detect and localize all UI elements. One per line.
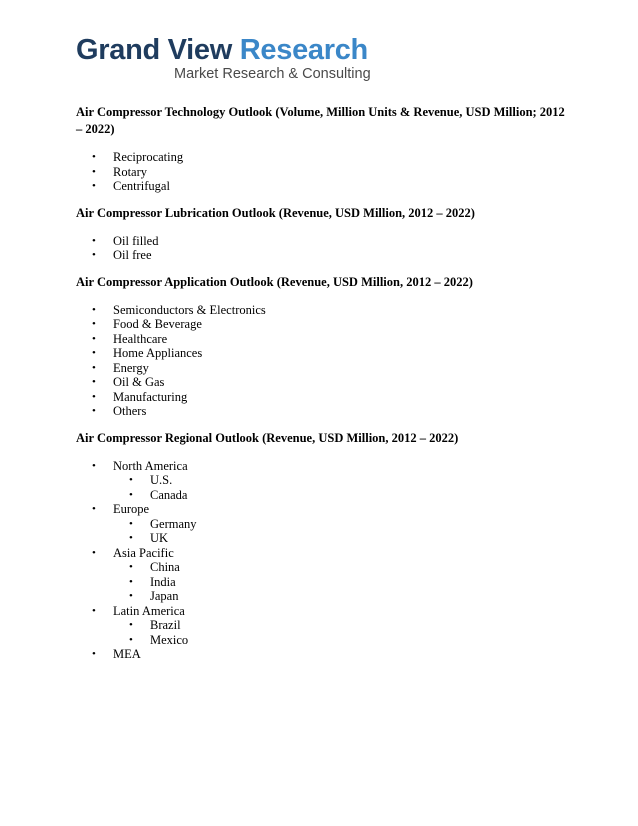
region-item [76,546,566,604]
company-logo [76,34,376,86]
region-name: Asia Pacific [113,545,174,560]
region-item [76,459,566,503]
country-item: • Brazil [113,618,566,633]
technology-list [76,150,566,194]
country-item: • UK [113,531,566,546]
list-item: • Food & Beverage [76,317,566,332]
list-item: • Others [76,404,566,419]
country-list [113,473,566,502]
region-item [76,604,566,648]
section-heading-lubrication: Air Compressor Lubrication Outlook (Revenue, USD Million, 2012 – 2022) [76,205,475,220]
region-name: North America [113,458,188,473]
country-item: • U.S. [113,473,566,488]
list-item: • Reciprocating [76,150,566,165]
region-name: Europe [113,502,150,516]
list-item: • Semiconductors & Electronics [76,303,566,318]
list-item: • Energy [76,361,566,376]
country-item: • Japan [113,589,566,604]
list-item: • Oil free [76,248,566,263]
country-list [113,618,566,647]
section-heading-technology: Air Compressor Technology Outlook (Volume, Million Units & Revenue, USD Million; 2012 – 2022) [76,105,565,136]
country-item: • China [113,560,566,575]
logo-tagline: Market Research & Consulting [174,66,371,82]
country-item: • Germany [113,517,566,532]
country-list [113,560,566,604]
region-item [76,647,566,662]
document-content [76,104,566,662]
list-item: • Centrifugal [76,179,566,194]
country-item: • India [113,575,566,590]
region-name: Latin America [113,603,185,618]
region-name: MEA [113,647,141,661]
list-item: • Oil & Gas [76,375,566,390]
list-item: • Healthcare [76,332,566,347]
section-heading-application: Air Compressor Application Outlook (Revenue, USD Million, 2012 – 2022) [76,274,473,289]
logo-word-grand-view: Grand View [76,34,233,66]
logo-word-research: Research [232,34,368,66]
list-item: • Rotary [76,165,566,180]
application-list [76,303,566,419]
section-heading-regional: Air Compressor Regional Outlook (Revenue, USD Million, 2012 – 2022) [76,430,459,445]
regional-list [76,459,566,662]
country-item: • Mexico [113,633,566,648]
logo-wordmark [76,34,368,66]
list-item: • Home Appliances [76,346,566,361]
lubrication-list [76,234,566,263]
region-item [76,502,566,546]
list-item: • Manufacturing [76,390,566,405]
country-list [113,517,566,546]
list-item: • Oil filled [76,234,566,249]
country-item: • Canada [113,488,566,503]
